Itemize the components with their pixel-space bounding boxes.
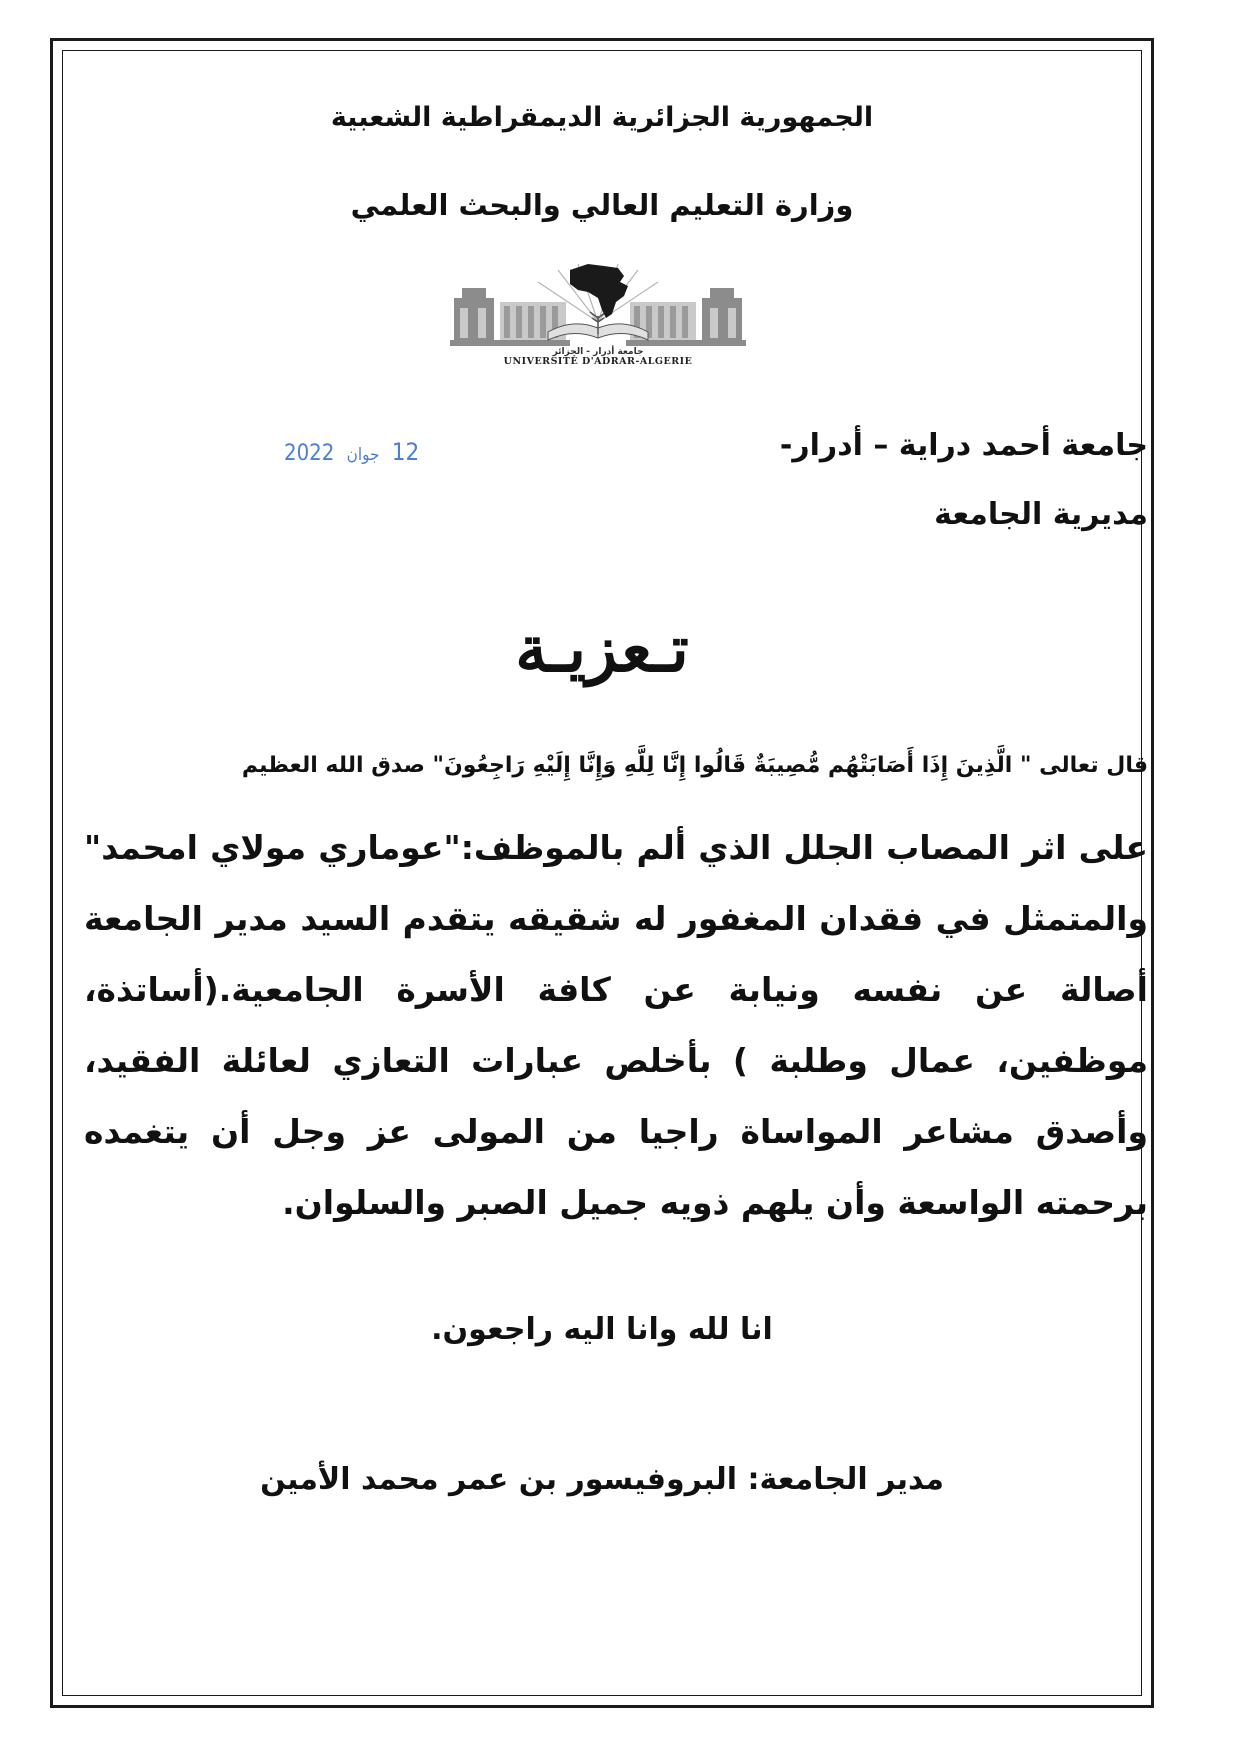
university-logo <box>448 262 748 366</box>
date-stamp <box>284 438 419 466</box>
signature-line: مدير الجامعة: البروفيسور بن عمر محمد الأمين <box>260 1462 944 1497</box>
university-name: جامعة أحمد دراية – أدرار- <box>779 428 1148 463</box>
directorate-name: مديرية الجامعة <box>934 497 1148 532</box>
condolence-body: على اثر المصاب الجلل الذي ألم بالموظف:"عوماري مولاي امحمد" والمتمثل في فقدان المغفور له شقيقه يتقدم السيد مدير الجامعة أصالة عن نفسه ونيابة عن كافة الأسرة الجامعية.(أساتذة، موظفين، عمال وطلبة ) بأخلص عبارات التعازي لعائلة الفقيد، وأصدق مشاعر المواساة راجيا من المولى عز وجل أن يتغمده برحمته الواسعة وأن يلهم ذويه جميل الصبر والسلوان. <box>84 828 1148 1222</box>
closing-phrase: انا لله وانا اليه راجعون. <box>431 1312 773 1347</box>
date-year: 2022 <box>284 441 335 466</box>
logo-latin-text: UNIVERSITÉ D'ADRAR-ALGERIE <box>503 356 693 366</box>
quran-verse: قال تعالى " الَّذِينَ إِذَا أَصَابَتْهُم مُّصِيبَةٌ قَالُوا إِنَّا لِلَّهِ وَإِنَّا إِلَيْهِ رَاجِعُونَ" صدق الله العظيم <box>241 753 1148 778</box>
ministry-header: وزارة التعليم العالي والبحث العلمي <box>350 188 854 222</box>
date-day: 12 <box>391 438 420 466</box>
page-title: تـعزيـة <box>515 612 689 687</box>
logo-arabic-text: جامعة أدرار - الجزائر <box>552 347 644 357</box>
republic-header: الجمهورية الجزائرية الديمقراطية الشعبية <box>330 102 874 133</box>
date-month: جوان <box>346 445 380 465</box>
